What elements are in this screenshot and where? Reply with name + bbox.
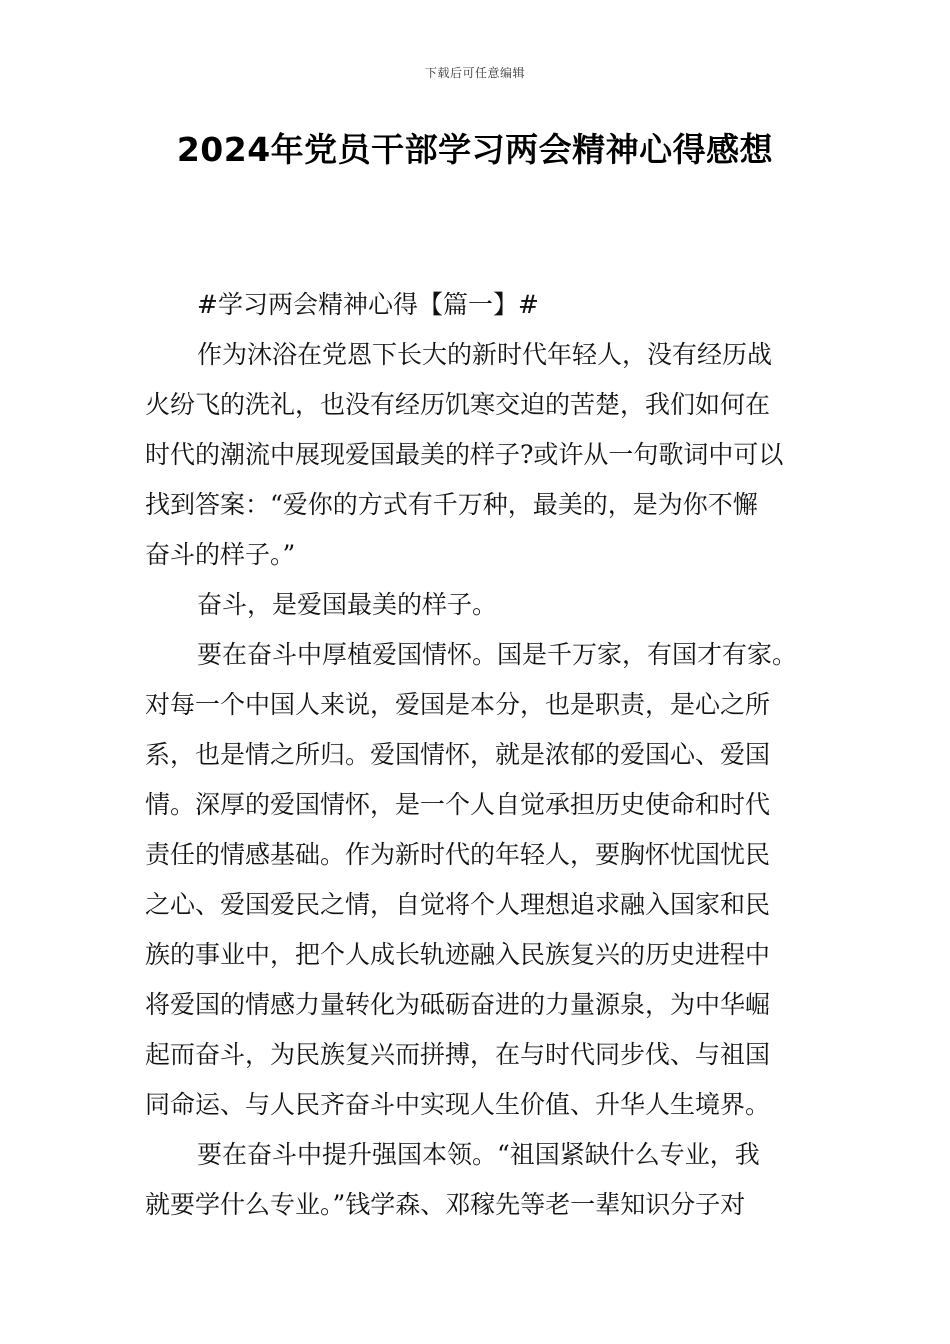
text-line: 火纷飞的洗礼，也没有经历饥寒交迫的苦楚，我们如何在 <box>145 390 771 419</box>
text-line: 找到答案：“爱你的方式有千万种，最美的，是为你不懈 <box>145 490 758 519</box>
text-line: 起而奋斗，为民族复兴而拼搏，在与时代同步伐、与祖国 <box>145 1040 771 1069</box>
text-line: 族的事业中，把个人成长轨迹融入民族复兴的历史进程中 <box>145 940 771 969</box>
text-line: 情。深厚的爱国情怀，是一个人自觉承担历史使命和时代 <box>145 790 771 819</box>
text-line: 要在奋斗中提升强国本领。“祖国紧缺什么专业，我 <box>197 1140 760 1169</box>
text-line: 时代的潮流中展现爱国最美的样子?或许从一句歌词中可以 <box>145 440 784 469</box>
text-line: 作为沐浴在党恩下长大的新时代年轻人，没有经历战 <box>197 340 773 369</box>
text-line: 系，也是情之所归。爱国情怀，就是浓郁的爱国心、爱国 <box>145 740 771 769</box>
text-line: 之心、爱国爱民之情，自觉将个人理想追求融入国家和民 <box>145 890 771 919</box>
text-line: #学习两会精神心得【篇一】# <box>197 290 539 319</box>
text-line: 奋斗的样子。” <box>145 540 296 569</box>
text-line: 就要学什么专业。”钱学森、邓稼先等老一辈知识分子对 <box>145 1190 746 1219</box>
text-line: 将爱国的情感力量转化为砥砺奋进的力量源泉，为中华崛 <box>145 990 771 1019</box>
text-line: 奋斗，是爱国最美的样子。 <box>197 590 498 619</box>
document-body <box>145 280 845 1230</box>
text-line: 责任的情感基础。作为新时代的年轻人，要胸怀忧国忧民 <box>145 840 771 869</box>
text-line: 要在奋斗中厚植爱国情怀。国是千万家，有国才有家。 <box>197 640 798 669</box>
document-title: 2024年党员干部学习两会精神心得感想 <box>176 130 774 169</box>
header-note: 下载后可任意编辑 <box>424 66 525 80</box>
text-line: 同命运、与人民齐奋斗中实现人生价值、升华人生境界。 <box>145 1090 771 1119</box>
text-line: 对每一个中国人来说，爱国是本分，也是职责，是心之所 <box>145 690 771 719</box>
